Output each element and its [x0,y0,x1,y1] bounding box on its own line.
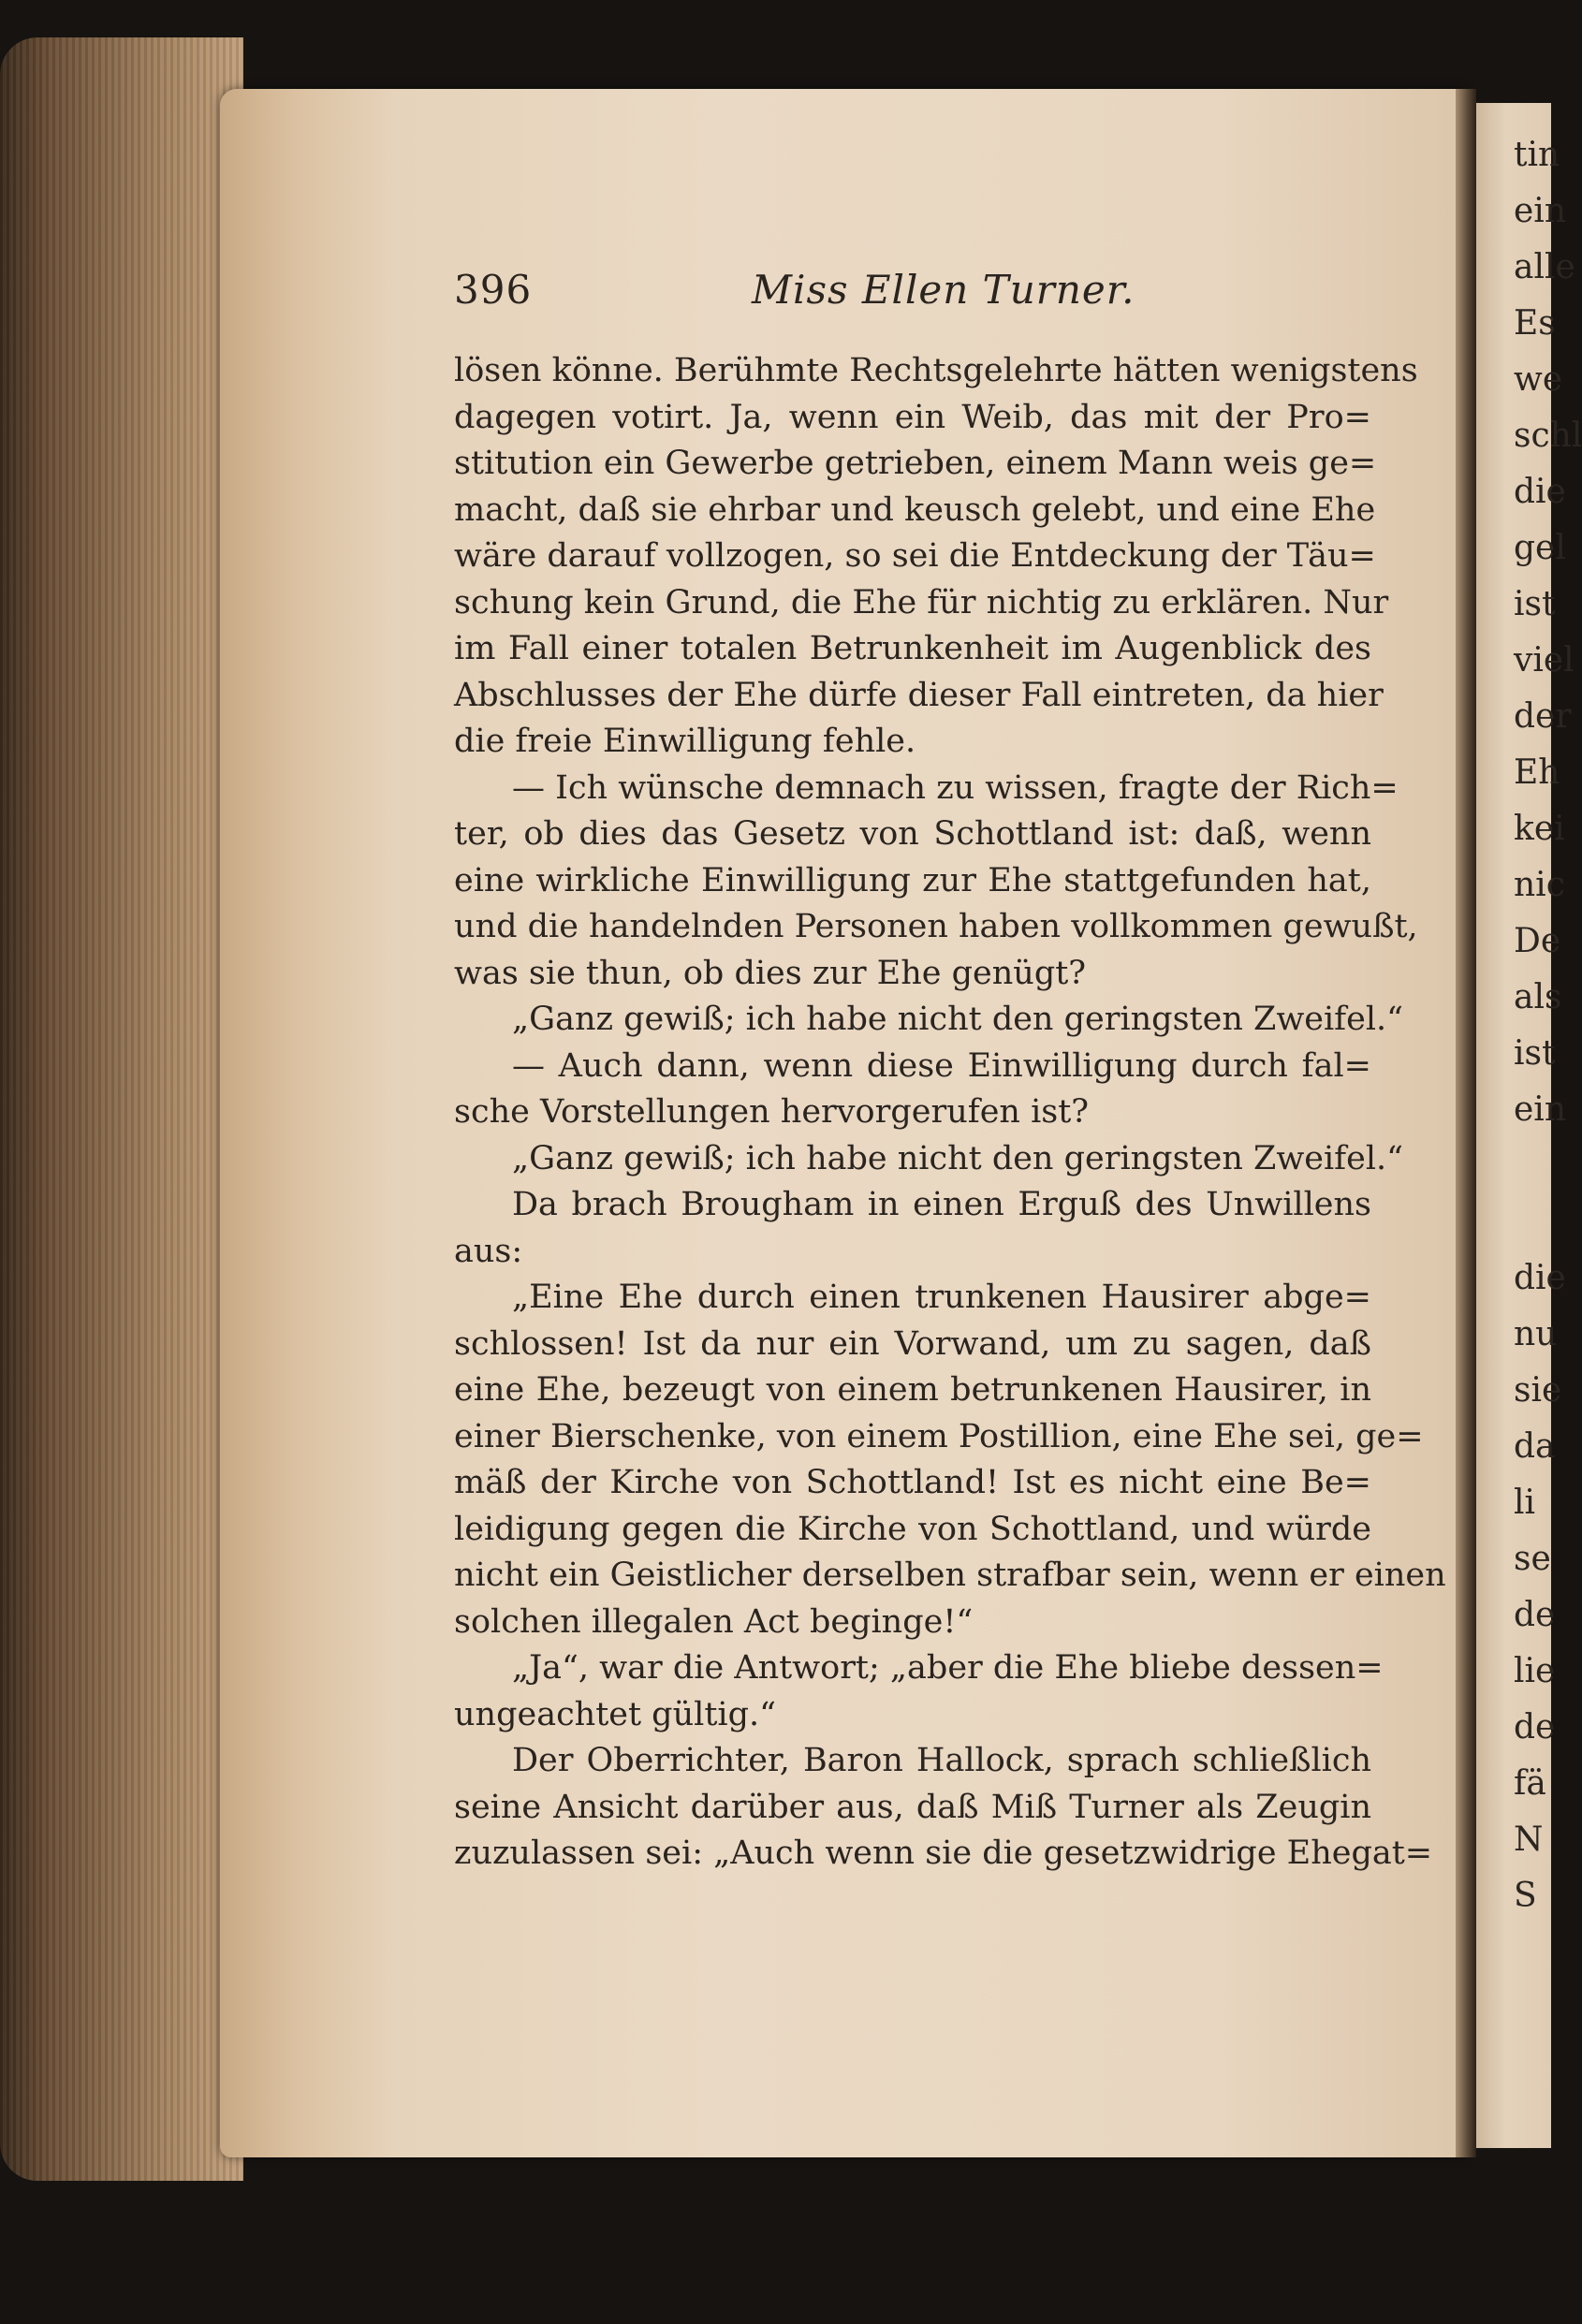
adjacent-page-text-fragment: de [1514,1708,1556,1747]
text-line: zuzulassen sei: „Auch wenn sie die gesetzwidrige Ehegat= [454,1834,1433,1872]
text-line: macht, daß sie ehrbar und keusch gelebt, und eine Ehe [454,490,1376,529]
adjacent-page-text-fragment: alle [1514,248,1575,286]
adjacent-page-text-fragment: Eh [1514,753,1560,792]
text-line: mäß der Kirche von Schottland! Ist es nicht eine Be= [454,1464,1371,1501]
adjacent-page-text-fragment: S [1514,1877,1537,1915]
text-line: dagegen votirt. Ja, wenn ein Weib, das mit der Pro= [454,398,1371,436]
adjacent-page-text-fragment: ein [1514,1090,1567,1129]
adjacent-page-text-fragment: die [1514,1259,1566,1297]
text-line: „Ja“, war die Antwort; „aber die Ehe bliebe dessen= [512,1649,1384,1687]
text-line: einer Bierschenke, von einem Postillion, eine Ehe sei, ge= [454,1417,1424,1455]
text-line: lösen könne. Berühmte Rechtsgelehrte hätten wenigstens [454,352,1418,389]
text-line: Da brach Brougham in einen Erguß des Unwillens [512,1186,1371,1223]
adjacent-page-edge [1476,103,1582,2148]
text-line: Abschlusses der Ehe dürfe dieser Fall eintreten, da hier [454,676,1384,714]
book-fore-edge [0,37,243,2181]
book-gutter [1456,89,1476,2157]
text-line: „Eine Ehe durch einen trunkenen Hausirer abge= [512,1279,1371,1316]
text-line: schlossen! Ist da nur ein Vorwand, um zu sagen, daß [454,1324,1371,1363]
page-header [454,267,1371,323]
adjacent-page-text-fragment: schl [1514,417,1582,455]
text-line: „Ganz gewiß; ich habe nicht den geringsten Zweifel.“ [512,1139,1404,1177]
text-line: wäre darauf vollzogen, so sei die Entdeckung der Täu= [454,537,1376,575]
running-title: Miss Ellen Turner. [752,267,1135,313]
text-line: Der Oberrichter, Baron Hallock, sprach schließlich [512,1742,1371,1779]
adjacent-page-text-fragment: als [1514,978,1562,1016]
adjacent-page-text-fragment: nu [1514,1315,1558,1353]
text-line: schung kein Grund, die Ehe für nichtig zu erklären. Nur [454,583,1389,621]
adjacent-page-text-fragment: se [1514,1540,1551,1578]
adjacent-page-text-fragment: lie [1514,1652,1556,1690]
text-line: eine wirkliche Einwilligung zur Ehe stattgefunden hat, [454,861,1371,899]
text-line: solchen illegalen Act beginge!“ [454,1602,974,1641]
text-line: — Auch dann, wenn diese Einwilligung durch fal= [512,1046,1371,1085]
text-line: nicht ein Geistlicher derselben strafbar sein, wenn er einen [454,1557,1446,1594]
adjacent-page-text-fragment: fä [1514,1764,1546,1803]
text-line: leidigung gegen die Kirche von Schottland, und würde [454,1510,1371,1548]
text-line: — Ich wünsche demnach zu wissen, fragte der Rich= [512,768,1399,807]
text-line: im Fall einer totalen Betrunkenheit im Augenblick des [454,630,1371,667]
text-line: „Ganz gewiß; ich habe nicht den geringsten Zweifel.“ [512,1001,1404,1038]
text-line: ungeachtet gültig.“ [454,1695,777,1733]
adjacent-page-text-fragment: ist [1514,1034,1556,1073]
adjacent-page-text-fragment: tin [1514,136,1560,174]
adjacent-page-text-fragment: we [1514,360,1563,399]
adjacent-page-text-fragment: viel [1514,641,1575,680]
adjacent-page-text-fragment: kei [1514,810,1565,848]
adjacent-page-text-fragment: De [1514,922,1561,960]
text-line: eine Ehe, bezeugt von einem betrunkenen Hausirer, in [454,1371,1371,1409]
adjacent-page-text-fragment: ist [1514,585,1556,623]
adjacent-page-text-fragment: da [1514,1427,1556,1466]
adjacent-page-text-fragment: ein [1514,192,1567,230]
text-line: sche Vorstellungen hervorgerufen ist? [454,1093,1090,1131]
text-line: stitution ein Gewerbe getrieben, einem Mann weis ge= [454,445,1377,482]
body-text [454,348,1446,1878]
adjacent-page-text-fragment: N [1514,1820,1544,1859]
adjacent-page-text-fragment: de [1514,1596,1556,1634]
adjacent-page-text-fragment: sie [1514,1371,1562,1410]
text-line: die freie Einwilligung fehle. [454,723,916,760]
adjacent-page-text-fragment: gel [1514,529,1566,567]
text-line: ter, ob dies das Gesetz von Schottland ist: daß, wenn [454,815,1371,853]
text-line: seine Ansicht darüber aus, daß Miß Turner als Zeugin [454,1788,1371,1826]
text-line: was sie thun, ob dies zur Ehe genügt? [454,954,1087,992]
text-line: und die handelnden Personen haben vollkommen gewußt, [454,908,1418,945]
page-number: 396 [454,267,533,313]
text-line: aus: [454,1232,523,1270]
adjacent-page-text-fragment: der [1514,697,1572,736]
adjacent-page-text-fragment: die [1514,473,1566,511]
adjacent-page-text-fragment: Es [1514,304,1556,343]
adjacent-page-text-fragment: li [1514,1484,1536,1522]
adjacent-page-text-fragment: nic [1514,866,1565,904]
